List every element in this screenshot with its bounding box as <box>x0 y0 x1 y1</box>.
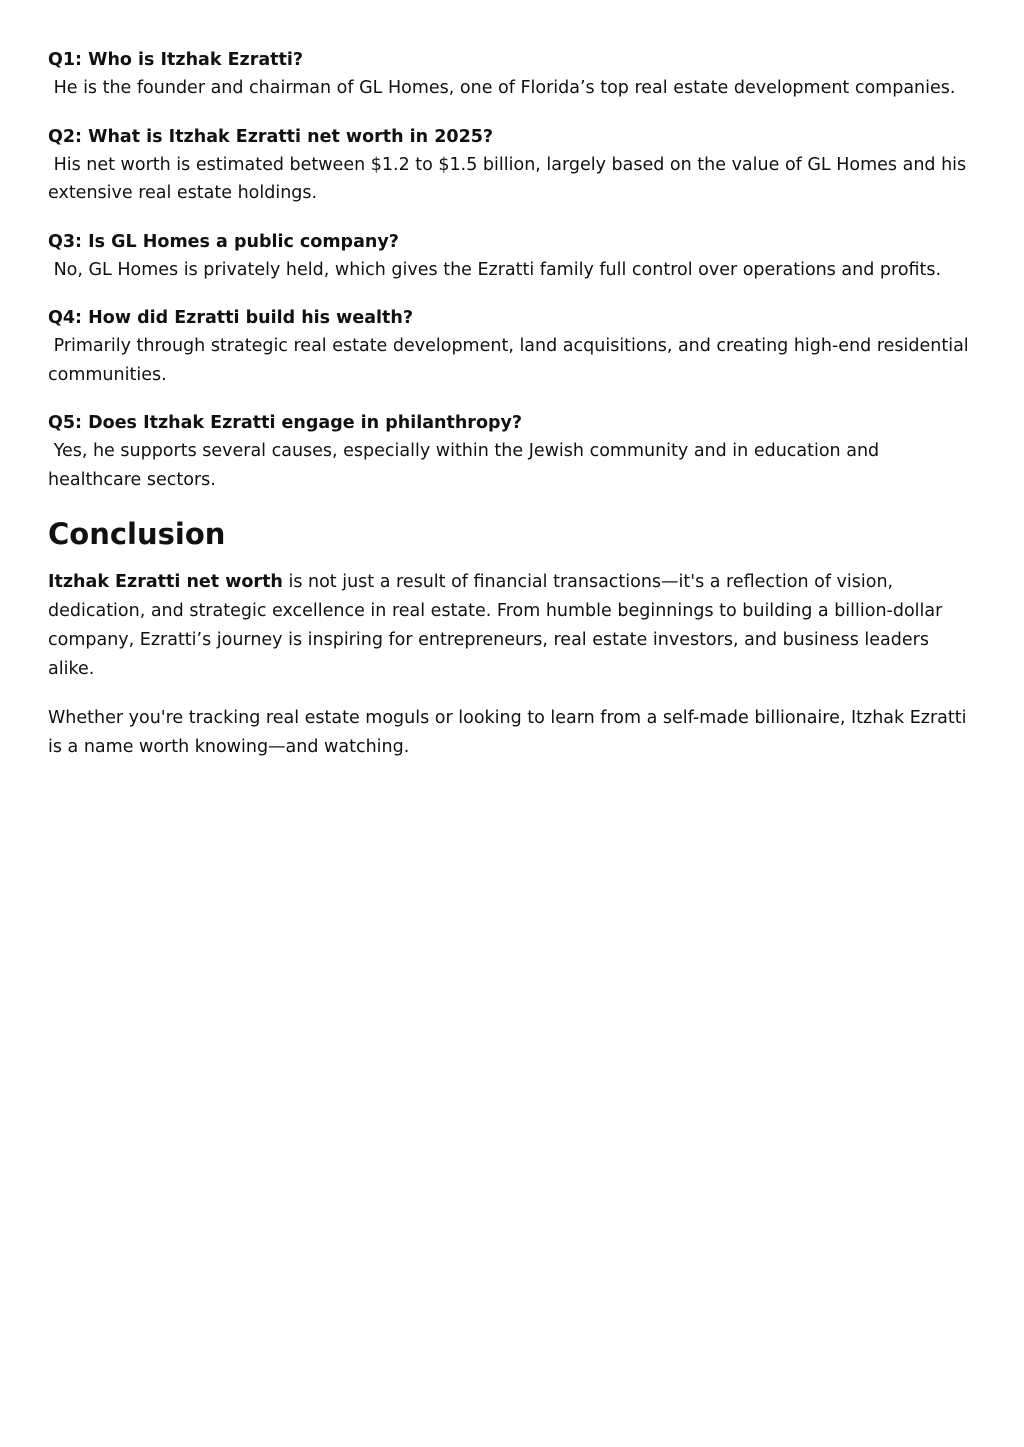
conclusion-paragraph-2: Whether you're tracking real estate moguls or looking to learn from a self-made billionaire, Itzhak Ezratti is a name worth knowing—and watching. <box>48 708 967 757</box>
faq-question: Q5: Does Itzhak Ezratti engage in philanthropy? <box>48 413 523 433</box>
document-page <box>48 46 978 782</box>
faq-question: Q4: How did Ezratti build his wealth? <box>48 308 414 328</box>
conclusion-paragraph-1 <box>48 568 978 684</box>
faq-item-2 <box>48 123 978 208</box>
faq-answer: His net worth is estimated between $1.2 to $1.5 billion, largely based on the value of GL Homes and his extensive real estate holdings. <box>48 154 972 203</box>
conclusion-bold-keyword: Itzhak Ezratti net worth <box>48 572 283 592</box>
faq-answer: Primarily through strategic real estate development, land acquisitions, and creating high-end residential communities. <box>48 336 975 385</box>
faq-item-5 <box>48 409 978 494</box>
conclusion-heading: Conclusion <box>48 517 226 551</box>
faq-question: Q2: What is Itzhak Ezratti net worth in 2025? <box>48 126 494 147</box>
faq-item-1 <box>48 46 978 103</box>
faq-item-3 <box>48 228 978 285</box>
faq-answer: He is the founder and chairman of GL Homes, one of Florida’s top real estate development companies. <box>48 78 956 98</box>
faq-question: Q1: Who is Itzhak Ezratti? <box>48 50 304 70</box>
faq-answer: Yes, he supports several causes, especially within the Jewish community and in education and healthcare sectors. <box>48 441 885 490</box>
conclusion-paragraph-1-text: is not just a result of financial transactions—it's a reflection of vision, dedication, and strategic excellence in real estate. From humble beginnings to building a billion-dollar company, Ezratti’s journey is inspiring for entrepreneurs, real estate investors, and business leaders alike. <box>48 572 943 679</box>
faq-answer: No, GL Homes is privately held, which gives the Ezratti family full control over operations and profits. <box>48 259 942 280</box>
faq-item-4 <box>48 304 978 389</box>
faq-question: Q3: Is GL Homes a public company? <box>48 231 399 252</box>
